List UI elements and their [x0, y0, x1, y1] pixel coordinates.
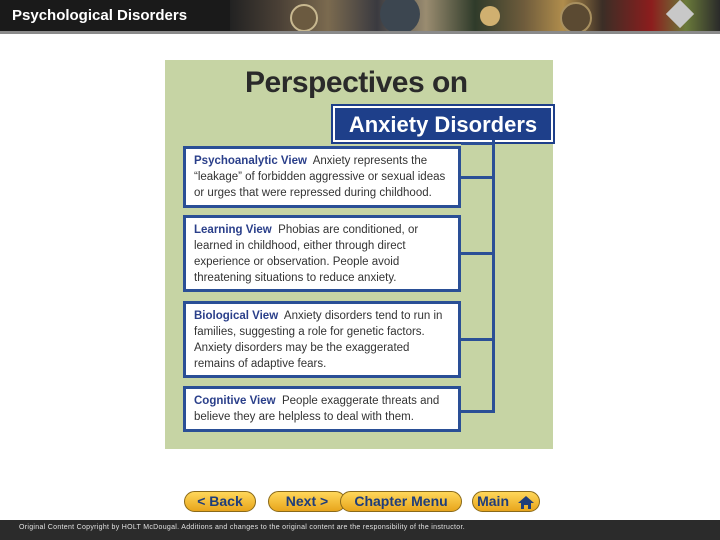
- connector-line: [461, 410, 495, 413]
- biological-view-card: [183, 301, 461, 378]
- learning-view-card: [183, 215, 461, 292]
- footer-bar: [0, 520, 720, 540]
- card-text: Phobias are conditioned, or learned in childhood, either through direct experience or observation. People avoid threatening situations to reduce anxiety.: [194, 224, 419, 284]
- main-button[interactable]: [472, 491, 540, 512]
- chapter-menu-label: Chapter Menu: [354, 493, 448, 509]
- card-heading: Cognitive View: [194, 395, 276, 407]
- header-collage-image: [230, 0, 720, 31]
- connector-line: [461, 252, 495, 255]
- psychoanalytic-view-card: [183, 146, 461, 208]
- header-decoration: [380, 0, 420, 31]
- navigation-bar: [182, 491, 542, 513]
- next-button-label: Next >: [285, 493, 329, 509]
- card-heading: Psychoanalytic View: [194, 155, 307, 167]
- card-heading: Learning View: [194, 224, 272, 236]
- card-text: Anxiety represents the “leakage” of forbidden aggressive or sexual ideas or urges that were repressed during childhood.: [194, 155, 446, 199]
- chapter-menu-button[interactable]: [340, 491, 462, 512]
- header-divider: [0, 31, 720, 34]
- home-icon: [517, 495, 535, 510]
- header-decoration: [290, 4, 318, 31]
- card-text: Anxiety disorders tend to run in families, suggesting a role for genetic factors. Anxiety disorders may be the exaggerated remains of adaptive fears.: [194, 310, 443, 370]
- header-decoration: [666, 0, 694, 28]
- connector-line: [461, 176, 495, 179]
- card-heading: Biological View: [194, 310, 279, 322]
- panel-subtitle: Anxiety Disorders: [348, 112, 538, 137]
- main-button-label: Main: [477, 493, 509, 509]
- panel-subtitle-box: [333, 106, 553, 142]
- cognitive-view-card: [183, 386, 461, 432]
- page-title: Psychological Disorders: [12, 7, 188, 24]
- perspectives-panel: [165, 60, 553, 449]
- header-decoration: [560, 2, 592, 31]
- back-button-label: < Back: [197, 493, 243, 509]
- connector-line: [492, 140, 495, 413]
- header-bar: [0, 0, 720, 31]
- next-button[interactable]: [268, 491, 346, 512]
- card-text: People exaggerate threats and believe they are helpless to deal with them.: [194, 395, 440, 423]
- connector-line: [461, 142, 495, 145]
- panel-title: Perspectives on: [245, 66, 468, 99]
- back-button[interactable]: [184, 491, 256, 512]
- connector-line: [461, 338, 495, 341]
- copyright-text: Original Content Copyright by HOLT McDougal. Additions and changes to the original content are the responsibility of the instructor.: [19, 524, 465, 531]
- header-decoration: [480, 6, 500, 26]
